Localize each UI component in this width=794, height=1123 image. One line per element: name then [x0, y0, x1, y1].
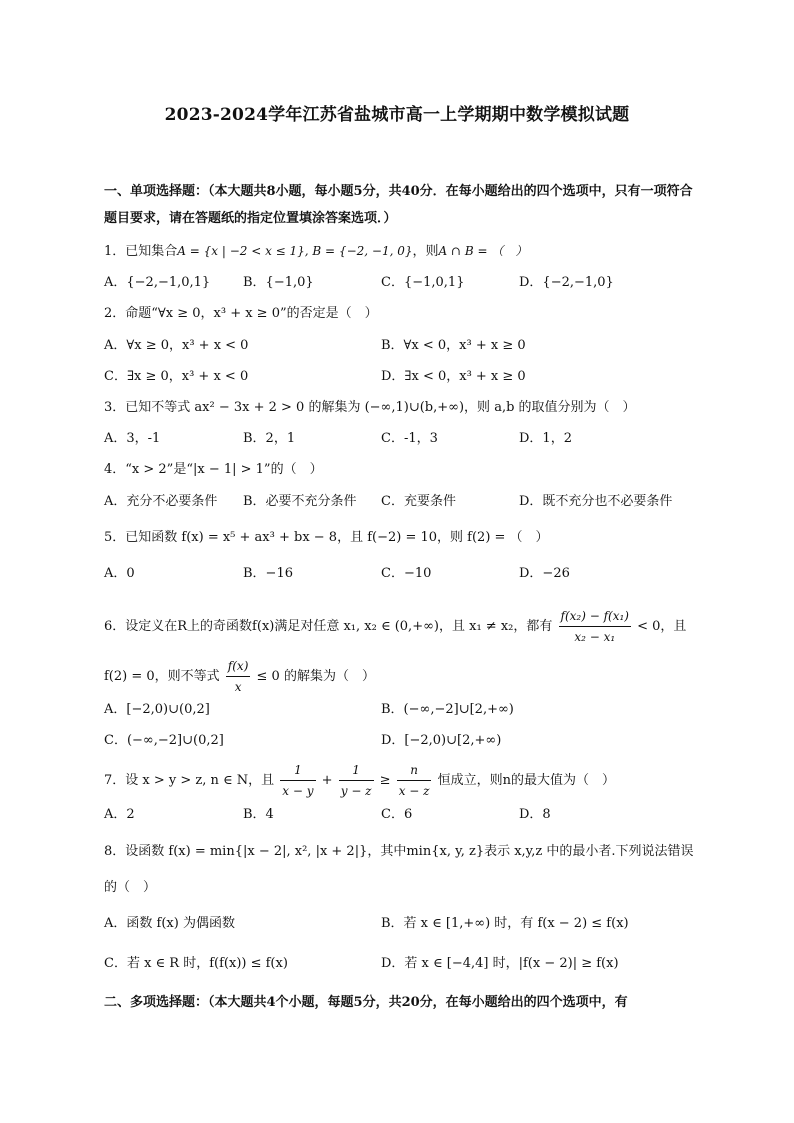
- question-2-option-c: C．∃x ≥ 0，x³ + x < 0: [104, 369, 249, 384]
- question-2-option-d: D．∃x < 0，x³ + x ≥ 0: [381, 369, 526, 384]
- question-8-stem-line-2: 的（ ）: [104, 880, 157, 895]
- question-5-option-a: A．0: [104, 566, 135, 581]
- question-7-option-c: C．6: [381, 807, 413, 822]
- section-1-heading: 一、单项选择题：（本大题共8小题，每小题5分，共40分．在每小题给出的四个选项中，只有一项符合题目要求，请在答题纸的指定位置填涂答案选项．）: [104, 184, 693, 226]
- question-2-stem: 2．命题“∀x ≥ 0，x³ + x ≥ 0”的否定是（ ）: [104, 306, 378, 321]
- section-2-heading: 二、多项选择题：（本大题共4个小题，每题5分，共20分，在每小题给出的四个选项中，有: [104, 995, 628, 1010]
- question-2-option-b: B．∀x < 0，x³ + x ≥ 0: [381, 338, 526, 353]
- question-4-option-d: D．既不充分也不必要条件: [519, 494, 673, 509]
- question-4-option-c: C．充要条件: [381, 494, 456, 509]
- question-7-option-a: A．2: [104, 807, 135, 822]
- question-1-option-d: D．{−2,−1,0}: [519, 275, 614, 290]
- question-3-option-a: A．3，-1: [104, 431, 161, 446]
- question-1-option-c: C．{−1,0,1}: [381, 275, 465, 290]
- question-6-fraction: $\frac{\text{f(x₂) − f(x₁)}}{\text{x₂ − x₁}}$: [559, 606, 631, 647]
- question-6-option-d: D．[−2,0)∪[2,+∞): [381, 733, 502, 748]
- question-3-option-b: B．2，1: [243, 431, 296, 446]
- question-5-option-c: C．−10: [381, 566, 432, 581]
- question-5-option-b: B．−16: [243, 566, 293, 581]
- question-7-fraction-3: $\frac{n}{x - z}$: [397, 760, 432, 801]
- question-6-option-a: A．[−2,0)∪(0,2]: [104, 702, 210, 717]
- question-6-stem-line-1: 6．设定义在R上的奇函数f(x)满足对任意 x₁, x₂ ∈ (0,+∞)，且 x₁ ≠ x₂，都有 $\frac{\text{f(x₂) − f(x₁)}}{\text{x₂ − x₁}}$ < 0，且: [104, 606, 686, 647]
- question-7-fraction-2: $\frac{1}{y - z}$: [339, 760, 374, 801]
- page-title: 2023-2024学年江苏省盐城市高一上学期期中数学模拟试题: [164, 105, 630, 125]
- question-6-inequality-fraction: $\frac{f(x)}{x}$: [226, 656, 251, 697]
- question-1-option-b: B．{−1,0}: [243, 275, 314, 290]
- question-8-option-a: A．函数 f(x) 为偶函数: [104, 916, 235, 931]
- question-6-stem-line-2: f(2) = 0，则不等式 $\frac{f(x)}{x}$ ≤ 0 的解集为（ ）: [104, 656, 375, 697]
- question-8-option-d: D．若 x ∈ [−4,4] 时，|f(x − 2)| ≥ f(x): [381, 956, 619, 971]
- question-2-option-a: A．∀x ≥ 0，x³ + x < 0: [104, 338, 249, 353]
- question-8-stem-line-1: 8．设函数 f(x) = min{|x − 2|, x², |x + 2|}，其中min{x, y, z}表示 x,y,z 中的最小者.下列说法错误: [104, 844, 694, 859]
- question-3-option-d: D．1，2: [519, 431, 572, 446]
- question-5-stem: 5．已知函数 f(x) = x⁵ + ax³ + bx − 8，且 f(−2) = 10，则 f(2) = （ ）: [104, 530, 549, 545]
- question-7-stem: 7．设 x > y > z, n ∈ N，且 $\frac{1}{x - y}$ + $\frac{1}{y - z}$ ≥ $\frac{n}{x - z}$ 恒成立，则n的最大值为（ ）: [104, 760, 615, 801]
- question-5-option-d: D．−26: [519, 566, 570, 581]
- question-4-option-a: A．充分不必要条件: [104, 494, 218, 509]
- question-7-fraction-1: $\frac{1}{x - y}$: [280, 760, 315, 801]
- question-8-option-c: C．若 x ∈ R 时，f(f(x)) ≤ f(x): [104, 956, 288, 971]
- question-7-option-d: D．8: [519, 807, 551, 822]
- question-7-option-b: B．4: [243, 807, 274, 822]
- question-3-option-c: C．-1，3: [381, 431, 438, 446]
- question-3-stem: 3．已知不等式 ax² − 3x + 2 > 0 的解集为 (−∞,1)∪(b,+∞)，则 a,b 的取值分别为（ ）: [104, 400, 636, 415]
- question-4-stem: 4．“x > 2”是“|x − 1| > 1”的（ ）: [104, 462, 323, 477]
- question-1-option-a: A．{−2,−1,0,1}: [104, 275, 211, 290]
- question-6-option-c: C．(−∞,−2]∪(0,2]: [104, 733, 224, 748]
- question-6-option-b: B．(−∞,−2]∪[2,+∞): [381, 702, 514, 717]
- question-4-option-b: B．必要不充分条件: [243, 494, 357, 509]
- question-1-stem: 1．已知集合A = {x | −2 < x ≤ 1}, B = {−2, −1, 0}，则A ∩ B = （ ）: [104, 244, 528, 259]
- question-8-option-b: B．若 x ∈ [1,+∞) 时，有 f(x − 2) ≤ f(x): [381, 916, 629, 931]
